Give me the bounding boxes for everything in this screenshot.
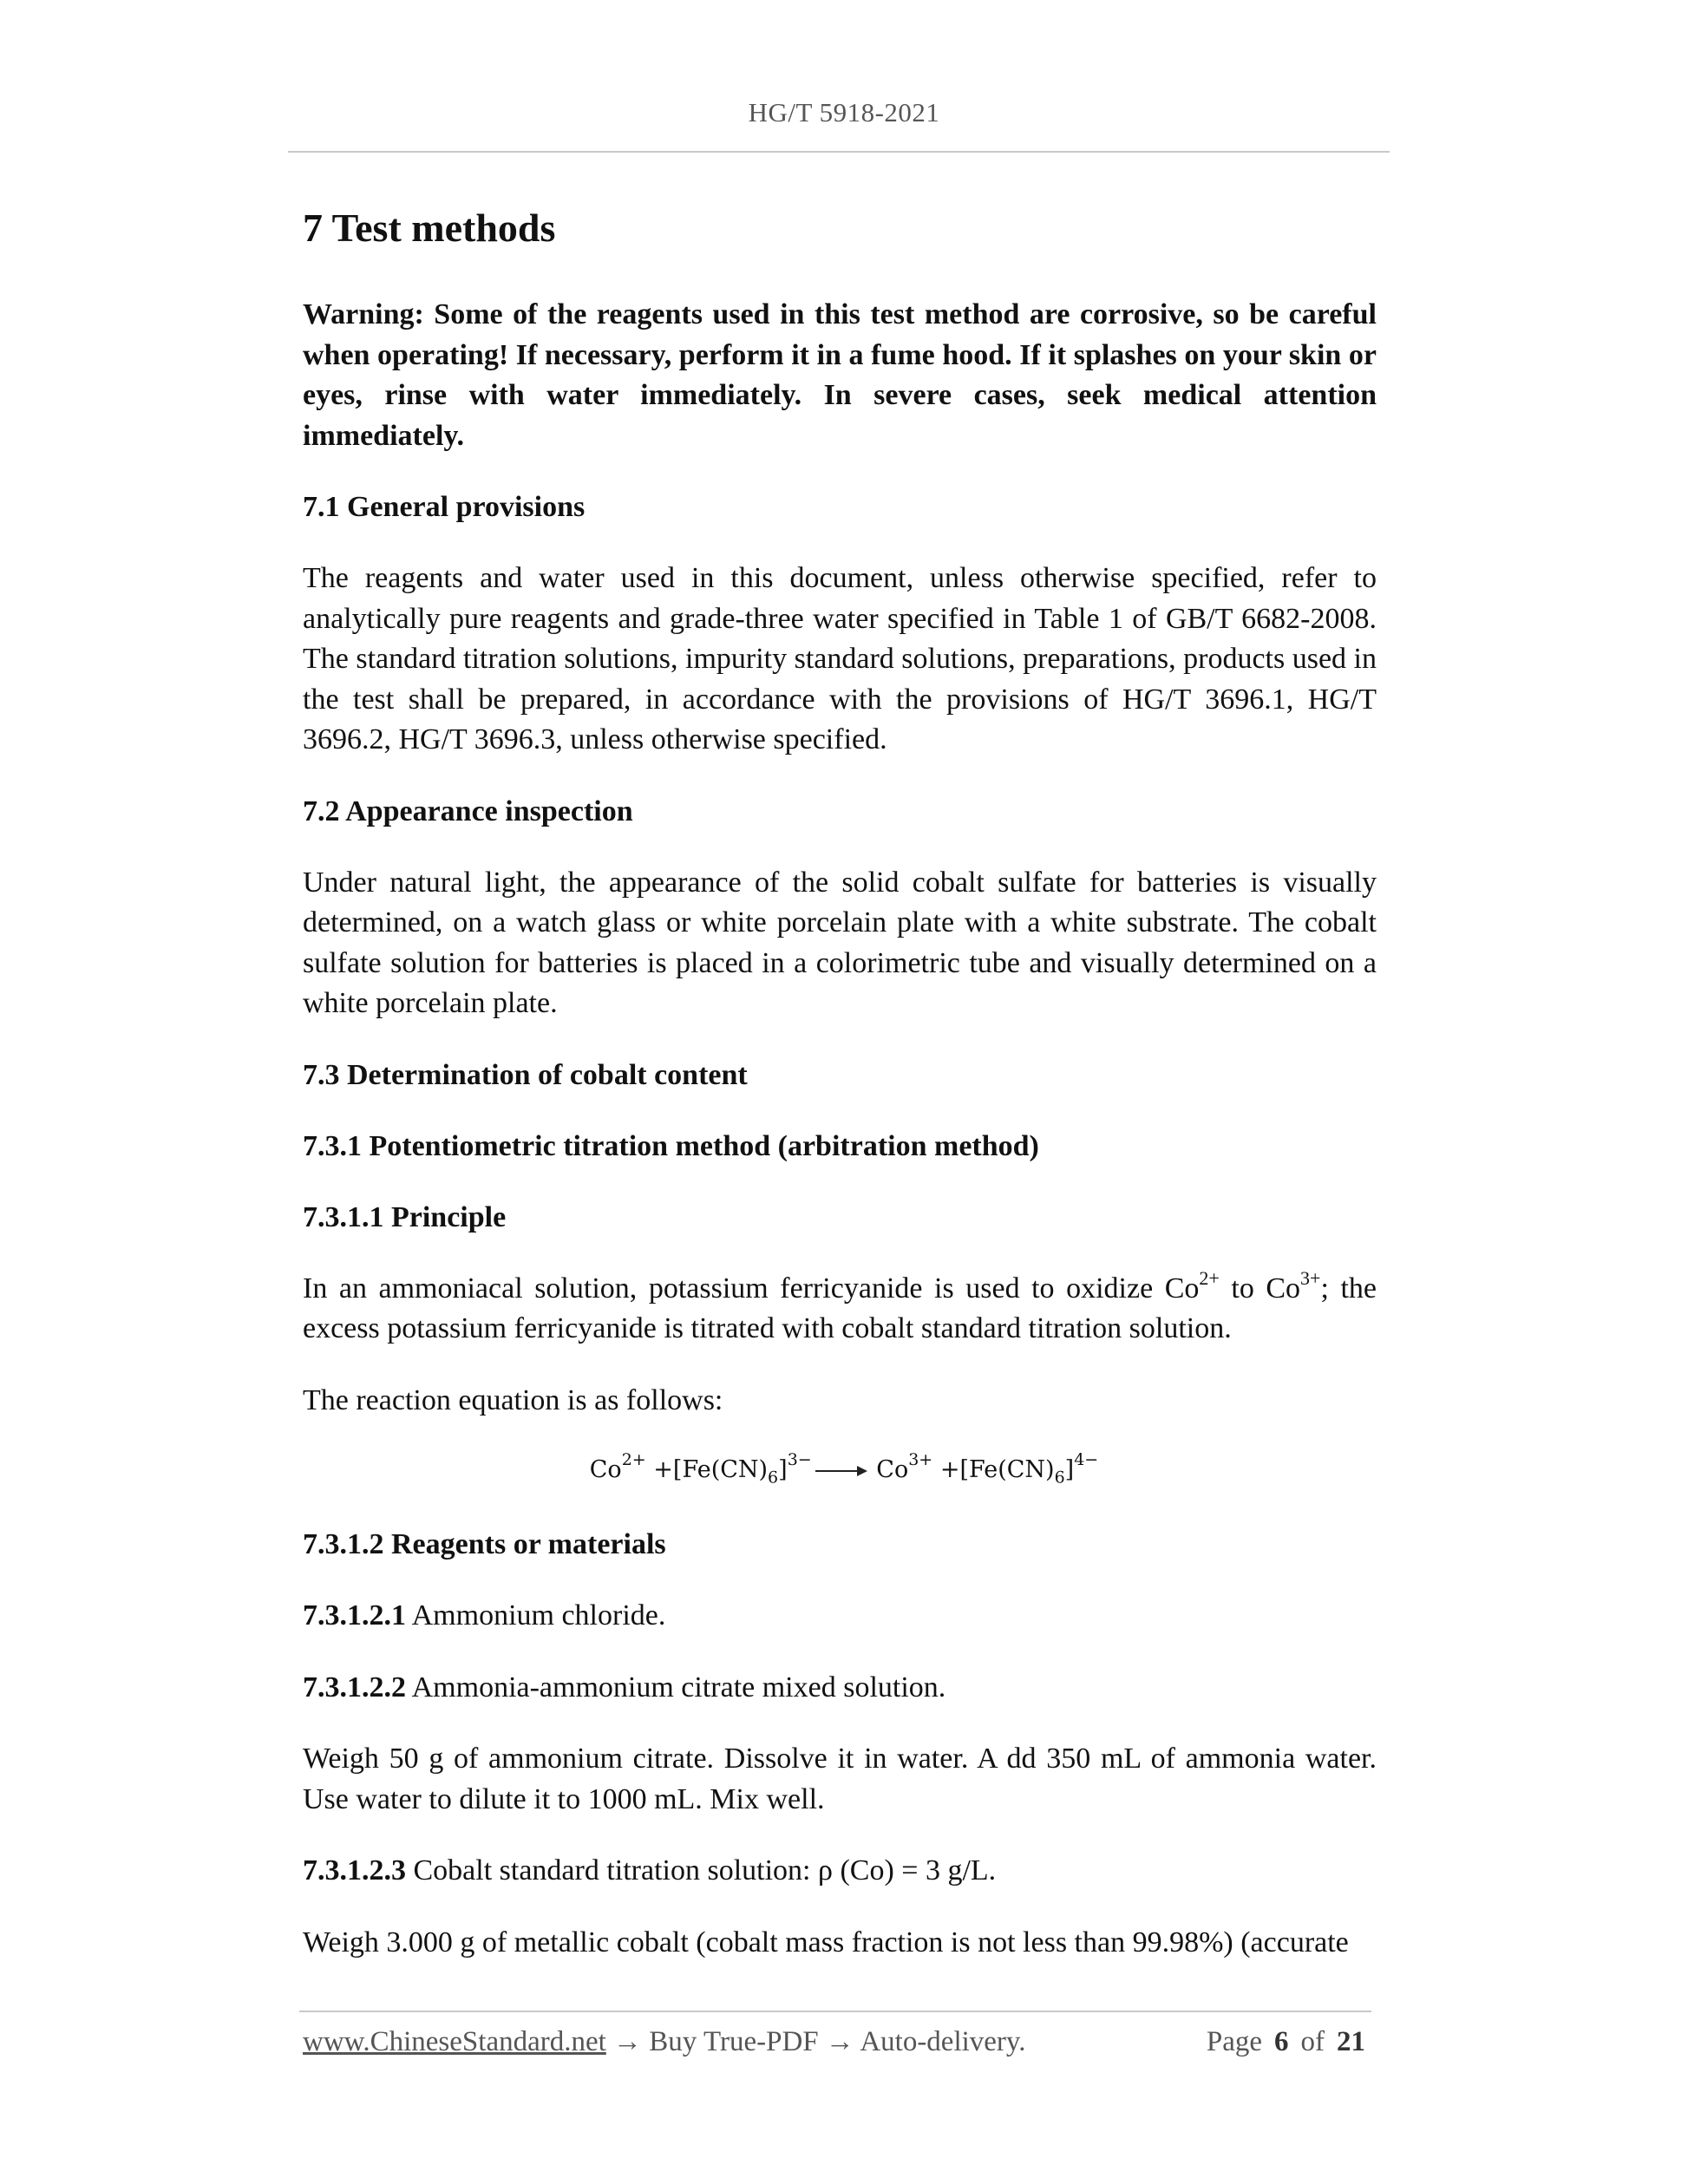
reagent-item-1: [303, 1596, 1377, 1637]
eq-bracket: ]: [778, 1456, 788, 1483]
paragraph-7-1: The reagents and water used in this document, unless otherwise specified, refer to analytically pure reagents and grade-three water specified in Table 1 of GB/T 6682-2008. The standard titration solutions, impurity standard solutions, preparations, products used in the test shall be prepared, in accordance with the provisions of HG/T 3696.1, HG/T 3696.2, HG/T 3696.3, unless otherwise specified.: [303, 562, 1377, 755]
page-indicator: [1207, 2026, 1365, 2058]
reagent-item-3: [303, 1851, 1377, 1892]
eq-ferrocyanide: [Fe(CN): [959, 1456, 1055, 1483]
eq-charge: 3+: [908, 1450, 933, 1469]
site-link[interactable]: www.ChineseStandard.net: [303, 2026, 606, 2057]
reagent-item-2: [303, 1668, 1377, 1709]
reaction-arrow-icon: [815, 1470, 866, 1472]
heading-7-2: 7.2 Appearance inspection: [303, 794, 633, 827]
eq-bracket: ]: [1064, 1456, 1075, 1483]
principle-text-a: In an ammoniacal solution, potassium ferricyanide is used to oxidize Co: [303, 1272, 1200, 1305]
header-divider: [288, 151, 1390, 153]
item-number: 7.3.1.2.1: [303, 1599, 406, 1632]
reagent-item-2-detail: Weigh 50 g of ammonium citrate. Dissolve it in water. A dd 350 mL of ammonia water. Use water to dilute it to 1000 mL. Mix well.: [303, 1743, 1377, 1815]
reaction-intro: The reaction equation is as follows:: [303, 1383, 723, 1416]
reagent-item-3-detail: Weigh 3.000 g of metallic cobalt (cobalt mass fraction is not less than 99.98%) (accurate: [303, 1926, 1349, 1958]
eq-cobalt-right: Co: [876, 1456, 909, 1483]
item-text: Ammonia-ammonium citrate mixed solution.: [406, 1671, 946, 1703]
item-number: 7.3.1.2.2: [303, 1671, 406, 1703]
section-title: 7 Test methods: [303, 206, 556, 250]
eq-subscript: 6: [768, 1468, 779, 1488]
buy-pdf-text: Buy True-PDF: [649, 2026, 819, 2057]
charge-superscript: 3+: [1300, 1267, 1321, 1290]
principle-text-b: to Co: [1219, 1272, 1301, 1305]
eq-charge: 3−: [787, 1450, 812, 1469]
warning-paragraph: Warning: Some of the reagents used in this test method are corrosive, so be careful when operating! If necessary, perform it in a fume hood. If it splashes on your skin or eyes, rinse with water immediately. In severe cases, seek medical attention immediately.: [303, 298, 1377, 452]
eq-plus: +: [939, 1456, 960, 1483]
page-total: 21: [1337, 2026, 1365, 2057]
principle-text-c: ; the excess potassium ferricyanide is titrated with cobalt standard titration solution.: [303, 1272, 1377, 1344]
heading-7-1: 7.1 General provisions: [303, 491, 586, 523]
footer-links: [303, 2026, 1026, 2058]
charge-superscript: 2+: [1199, 1267, 1220, 1290]
reaction-equation: [303, 1448, 1377, 1499]
eq-charge: 4−: [1074, 1450, 1099, 1469]
paragraph-7-2: Under natural light, the appearance of the solid cobalt sulfate for batteries is visually determined, on a watch glass or white porcelain plate with a white substrate. The cobalt sulfate solution for batteries is placed in a colorimetric tube and visually determined on a white porcelain plate.: [303, 866, 1377, 1019]
eq-subscript: 6: [1054, 1468, 1065, 1488]
eq-ferricyanide: [Fe(CN): [672, 1456, 769, 1483]
auto-delivery-text: Auto-delivery.: [860, 2026, 1026, 2057]
page-content: [303, 198, 1377, 1994]
page-label: Page: [1206, 2026, 1262, 2057]
arrow-right-icon: →: [605, 2026, 650, 2057]
page-number: 6: [1274, 2026, 1289, 2057]
heading-7-3: 7.3 Determination of cobalt content: [303, 1058, 748, 1091]
item-text: Ammonium chloride.: [406, 1599, 666, 1632]
eq-plus: +: [653, 1456, 673, 1483]
footer-divider: [299, 2011, 1371, 2012]
eq-cobalt-left: Co: [589, 1456, 622, 1483]
of-label: of: [1300, 2026, 1325, 2057]
running-header: HG/T 5918-2021: [748, 97, 940, 128]
arrow-right-icon: →: [818, 2026, 860, 2057]
item-number: 7.3.1.2.3: [303, 1854, 406, 1887]
eq-charge: 2+: [621, 1450, 646, 1469]
heading-7-3-1: 7.3.1 Potentiometric titration method (arbitration method): [303, 1129, 1039, 1162]
heading-7-3-1-2: 7.3.1.2 Reagents or materials: [303, 1528, 666, 1561]
paragraph-principle: [303, 1269, 1377, 1350]
heading-7-3-1-1: 7.3.1.1 Principle: [303, 1200, 507, 1233]
item-text: Cobalt standard titration solution: ρ (Co) = 3 g/L.: [406, 1854, 997, 1887]
